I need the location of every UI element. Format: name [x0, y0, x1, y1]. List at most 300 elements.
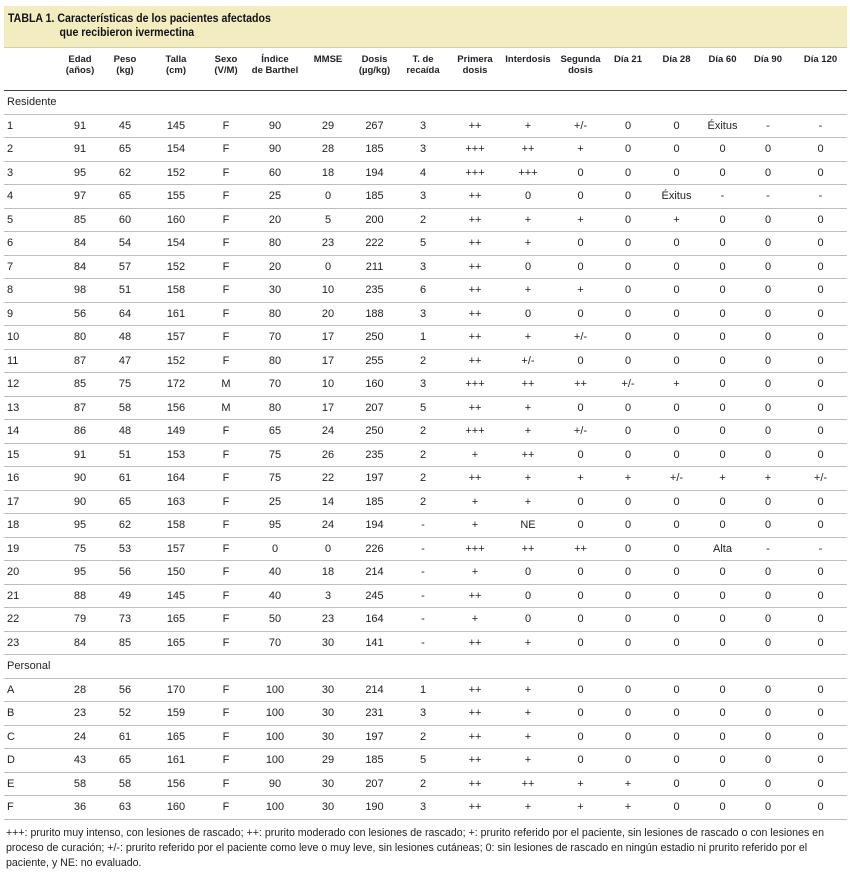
table-cell: 267	[352, 114, 397, 138]
table-cell: F	[206, 349, 246, 373]
table-cell: 0	[650, 514, 703, 538]
table-cell: 0	[794, 561, 847, 585]
column-header-line-1: Primera	[457, 54, 493, 65]
table-row	[4, 631, 847, 655]
table-cell: 49	[104, 584, 146, 608]
table-cell: 157	[146, 537, 206, 561]
table-cell: 0	[742, 349, 794, 373]
table-cell: 0	[650, 537, 703, 561]
table-cell: 0	[794, 396, 847, 420]
table-cell: 65	[246, 420, 304, 444]
table-cell: 75	[246, 467, 304, 491]
table-cell: 156	[146, 396, 206, 420]
table-cell: 0	[606, 326, 650, 350]
table-cell: 0	[794, 138, 847, 162]
table-cell: 54	[104, 232, 146, 256]
table-cell: 87	[56, 349, 104, 373]
table-cell: 0	[650, 772, 703, 796]
table-cell: 158	[146, 279, 206, 303]
table-cell: 0	[606, 302, 650, 326]
table-row	[4, 467, 847, 491]
table-cell: 0	[794, 490, 847, 514]
table-cell: 51	[104, 443, 146, 467]
table-cell: +	[501, 420, 555, 444]
table-cell: M	[206, 373, 246, 397]
table-row	[4, 138, 847, 162]
table-cell: 29	[304, 749, 352, 773]
table-cell: +	[501, 749, 555, 773]
table-cell: ++	[449, 467, 501, 491]
table-cell: ++	[449, 725, 501, 749]
table-cell: 0	[650, 796, 703, 820]
table-cell: F	[206, 537, 246, 561]
table-cell: +	[501, 467, 555, 491]
table-cell: 153	[146, 443, 206, 467]
table-cell: 0	[794, 443, 847, 467]
table-cell: ++	[555, 373, 606, 397]
table-cell: 145	[146, 584, 206, 608]
table-cell: 0	[606, 255, 650, 279]
table-cell: 24	[56, 725, 104, 749]
table-cell: 3	[397, 302, 449, 326]
table-cell: 56	[56, 302, 104, 326]
table-cell: 0	[742, 584, 794, 608]
table-cell: ++	[501, 537, 555, 561]
table-cell: ++	[449, 114, 501, 138]
table-cell: F	[206, 702, 246, 726]
table-cell: +	[606, 467, 650, 491]
patient-id-cell: 16	[4, 467, 56, 491]
table-cell: ++	[449, 678, 501, 702]
table-row	[4, 326, 847, 350]
table-cell: +	[449, 561, 501, 585]
table-cell: 58	[104, 772, 146, 796]
table-cell: 0	[650, 443, 703, 467]
table-cell: 164	[352, 608, 397, 632]
table-cell: 0	[703, 255, 742, 279]
table-cell: 30	[246, 279, 304, 303]
table-cell: +++	[449, 138, 501, 162]
table-cell: 161	[146, 302, 206, 326]
table-cell: ++	[449, 796, 501, 820]
table-cell: +/-	[555, 420, 606, 444]
column-header-line-1: Día 21	[614, 54, 642, 65]
table-cell: 87	[56, 396, 104, 420]
table-cell: 0	[703, 725, 742, 749]
table-cell: 100	[246, 725, 304, 749]
column-header	[104, 48, 146, 91]
table-cell: 250	[352, 326, 397, 350]
table-cell: +	[606, 772, 650, 796]
table-cell: 207	[352, 396, 397, 420]
table-cell: 85	[104, 631, 146, 655]
column-header-line-1: Edad	[68, 54, 92, 65]
table-cell: 0	[650, 279, 703, 303]
table-cell: ++	[449, 631, 501, 655]
table-cell: 65	[104, 749, 146, 773]
table-cell: 0	[555, 561, 606, 585]
table-cell: +	[449, 514, 501, 538]
table-cell: 0	[606, 396, 650, 420]
table-cell: 25	[246, 490, 304, 514]
table-cell: 0	[703, 490, 742, 514]
table-cell: 235	[352, 279, 397, 303]
table-cell: -	[397, 631, 449, 655]
table-cell: 95	[56, 161, 104, 185]
table-cell: 0	[742, 396, 794, 420]
table-cell: F	[206, 584, 246, 608]
table-cell: 197	[352, 725, 397, 749]
table-cell: 0	[606, 561, 650, 585]
column-header-line-1: Día 28	[662, 54, 691, 65]
table-cell: +/-	[794, 467, 847, 491]
table-row	[4, 208, 847, 232]
table-cell: 0	[742, 678, 794, 702]
table-cell: +	[555, 772, 606, 796]
table-cell: 17	[304, 326, 352, 350]
column-header	[742, 48, 794, 91]
table-cell: +	[501, 796, 555, 820]
table-cell: 190	[352, 796, 397, 820]
table-cell: 17	[304, 396, 352, 420]
table-cell: 0	[742, 796, 794, 820]
patient-id-cell: A	[4, 678, 56, 702]
patient-id-cell: 10	[4, 326, 56, 350]
table-cell: ++	[449, 279, 501, 303]
table-row	[4, 255, 847, 279]
patient-id-cell: 13	[4, 396, 56, 420]
table-cell: 0	[555, 514, 606, 538]
table-row	[4, 702, 847, 726]
table-cell: 0	[794, 725, 847, 749]
table-cell: 73	[104, 608, 146, 632]
table-cell: 75	[104, 373, 146, 397]
table-cell: 80	[246, 349, 304, 373]
column-header	[206, 48, 246, 91]
table-cell: 0	[606, 749, 650, 773]
table-cell: 0	[794, 772, 847, 796]
table-cell: 90	[246, 772, 304, 796]
table-cell: 0	[555, 749, 606, 773]
table-cell: ++	[449, 326, 501, 350]
patient-id-cell: 23	[4, 631, 56, 655]
table-cell: 0	[501, 302, 555, 326]
table-cell: 90	[56, 467, 104, 491]
table-cell: 163	[146, 490, 206, 514]
table-cell: +	[555, 467, 606, 491]
table-cell: 0	[742, 373, 794, 397]
table-cell: 0	[606, 185, 650, 209]
table-cell: 0	[794, 326, 847, 350]
table-cell: 197	[352, 467, 397, 491]
patient-id-cell: 19	[4, 537, 56, 561]
table-cell: 0	[742, 255, 794, 279]
column-header	[56, 48, 104, 91]
table-cell: 80	[246, 302, 304, 326]
table-cell: 0	[794, 420, 847, 444]
table-cell: 100	[246, 678, 304, 702]
table-cell: 80	[56, 326, 104, 350]
table-cell: 85	[56, 373, 104, 397]
table-cell: 30	[304, 725, 352, 749]
table-header-row	[4, 48, 847, 91]
table-cell: 0	[606, 584, 650, 608]
table-cell: 14	[304, 490, 352, 514]
table-cell: 65	[104, 138, 146, 162]
table-cell: 70	[246, 373, 304, 397]
table-cell: 0	[742, 631, 794, 655]
table-cell: 65	[104, 185, 146, 209]
table-cell: F	[206, 749, 246, 773]
table-cell: 30	[304, 678, 352, 702]
table-cell: 231	[352, 702, 397, 726]
table-cell: 30	[304, 702, 352, 726]
table-cell: 23	[304, 608, 352, 632]
patient-id-cell: F	[4, 796, 56, 820]
table-cell: 0	[650, 678, 703, 702]
table-cell: Alta	[703, 537, 742, 561]
table-cell: 2	[397, 772, 449, 796]
table-cell: 3	[397, 114, 449, 138]
table-cell: 0	[650, 702, 703, 726]
table-cell: 0	[606, 514, 650, 538]
table-cell: +++	[449, 420, 501, 444]
table-cell: 2	[397, 420, 449, 444]
patient-id-cell: D	[4, 749, 56, 773]
table-cell: 0	[703, 349, 742, 373]
table-cell: 152	[146, 255, 206, 279]
table-row	[4, 749, 847, 773]
table-cell: +	[555, 208, 606, 232]
table-cell: -	[742, 185, 794, 209]
column-header-line-1: Dosis	[361, 54, 388, 65]
table-cell: F	[206, 514, 246, 538]
table-cell: 17	[304, 349, 352, 373]
table-cell: 23	[56, 702, 104, 726]
table-cell: 75	[56, 537, 104, 561]
table-cell: +++	[501, 161, 555, 185]
table-cell: 84	[56, 232, 104, 256]
table-cell: 152	[146, 161, 206, 185]
table-row	[4, 279, 847, 303]
table-cell: 60	[246, 161, 304, 185]
table-row	[4, 725, 847, 749]
patient-id-cell: 12	[4, 373, 56, 397]
table-row	[4, 537, 847, 561]
column-header-line-1: Talla	[165, 54, 187, 65]
table-cell: 98	[56, 279, 104, 303]
table-cell: 63	[104, 796, 146, 820]
table-cell: 80	[246, 396, 304, 420]
table-cell: ++	[449, 302, 501, 326]
table-cell: 159	[146, 702, 206, 726]
table-cell: 222	[352, 232, 397, 256]
table-cell: 25	[246, 185, 304, 209]
table-cell: 214	[352, 561, 397, 585]
table-cell: 0	[606, 537, 650, 561]
table-cell: 185	[352, 138, 397, 162]
table-cell: 56	[104, 561, 146, 585]
table-cell: 161	[146, 749, 206, 773]
table-cell: 0	[501, 584, 555, 608]
table-cell: +	[501, 279, 555, 303]
table-cell: F	[206, 561, 246, 585]
table-cell: +	[501, 114, 555, 138]
table-cell: 20	[304, 302, 352, 326]
table-cell: 40	[246, 584, 304, 608]
column-header-line-2: dosis	[462, 65, 488, 76]
table-cell: 149	[146, 420, 206, 444]
table-cell: 0	[555, 349, 606, 373]
table-cell: 0	[246, 537, 304, 561]
table-cell: 62	[104, 514, 146, 538]
table-cell: 1	[397, 326, 449, 350]
table-cell: 0	[703, 161, 742, 185]
table-cell: 24	[304, 514, 352, 538]
table-cell: ++	[449, 396, 501, 420]
table-cell: ++	[449, 349, 501, 373]
column-header	[794, 48, 847, 91]
table-cell: 0	[794, 608, 847, 632]
table-cell: 0	[742, 561, 794, 585]
table-cell: 0	[742, 772, 794, 796]
table-cell: 0	[742, 725, 794, 749]
table-cell: 154	[146, 138, 206, 162]
column-header-line-1: Interdosis	[505, 54, 551, 65]
table-cell: 100	[246, 796, 304, 820]
table-cell: 160	[146, 208, 206, 232]
table-cell: 5	[397, 749, 449, 773]
table-cell: F	[206, 302, 246, 326]
table-cell: 207	[352, 772, 397, 796]
table-cell: 10	[304, 279, 352, 303]
table-cell: 0	[555, 396, 606, 420]
column-header-line-2: (kg)	[116, 65, 134, 76]
table-cell: 0	[555, 255, 606, 279]
table-cell: 0	[606, 349, 650, 373]
table-cell: +	[449, 490, 501, 514]
table-cell: 165	[146, 608, 206, 632]
table-cell: 0	[650, 161, 703, 185]
table-cell: 0	[555, 161, 606, 185]
column-header	[606, 48, 650, 91]
table-cell: 0	[555, 490, 606, 514]
table-cell: 0	[703, 279, 742, 303]
table-cell: 0	[555, 725, 606, 749]
table-cell: -	[397, 584, 449, 608]
table-cell: 194	[352, 161, 397, 185]
column-header-line-1: Día 120	[803, 54, 838, 65]
table-cell: 20	[246, 255, 304, 279]
table-cell: 2	[397, 725, 449, 749]
table-cell: F	[206, 420, 246, 444]
table-row	[4, 302, 847, 326]
column-header	[703, 48, 742, 91]
table-cell: F	[206, 114, 246, 138]
table-cell: 0	[703, 396, 742, 420]
column-header-line-1: T. de	[412, 54, 434, 65]
table-cell: 0	[555, 443, 606, 467]
table-cell: F	[206, 772, 246, 796]
table-cell: 95	[56, 514, 104, 538]
table-cell: 18	[304, 561, 352, 585]
table-cell: 0	[794, 373, 847, 397]
table-cell: +	[501, 702, 555, 726]
column-header-line-2: (µg/kg)	[358, 65, 391, 76]
table-cell: ++	[555, 537, 606, 561]
column-header-line-1: Día 90	[754, 54, 782, 65]
table-cell: 0	[794, 255, 847, 279]
table-cell: 0	[703, 749, 742, 773]
table-cell: 75	[246, 443, 304, 467]
table-cell: 0	[555, 232, 606, 256]
table-cell: 61	[104, 725, 146, 749]
table-cell: 157	[146, 326, 206, 350]
table-title-line-1: TABLA 1. Características de los pacientes afectados	[8, 13, 271, 25]
table-cell: 84	[56, 255, 104, 279]
table-row	[4, 161, 847, 185]
table-cell: 0	[606, 608, 650, 632]
table-cell: 65	[104, 490, 146, 514]
table-cell: 0	[650, 349, 703, 373]
section-row	[4, 655, 847, 679]
table-cell: -	[397, 514, 449, 538]
column-header-line-1: Peso	[113, 54, 137, 65]
table-row	[4, 443, 847, 467]
patient-id-cell: 15	[4, 443, 56, 467]
table-cell: -	[742, 114, 794, 138]
table-cell: 0	[555, 608, 606, 632]
table-cell: 0	[703, 373, 742, 397]
patient-id-cell: 8	[4, 279, 56, 303]
column-header	[352, 48, 397, 91]
table-cell: 88	[56, 584, 104, 608]
table-title-band	[4, 6, 847, 48]
table-cell: 0	[606, 232, 650, 256]
table-cell: 0	[304, 537, 352, 561]
table-cell: 0	[742, 490, 794, 514]
table-cell: 0	[650, 631, 703, 655]
table-cell: -	[742, 537, 794, 561]
table-cell: 0	[703, 608, 742, 632]
table-cell: +/-	[650, 467, 703, 491]
table-cell: ++	[449, 185, 501, 209]
table-cell: 30	[304, 772, 352, 796]
table-cell: 51	[104, 279, 146, 303]
table-cell: 0	[606, 114, 650, 138]
table-cell: 0	[794, 302, 847, 326]
table-cell: 2	[397, 490, 449, 514]
table-cell: +	[555, 138, 606, 162]
table-cell: +	[501, 208, 555, 232]
table-row	[4, 796, 847, 820]
table-cell: 3	[397, 702, 449, 726]
patient-id-cell: 5	[4, 208, 56, 232]
table-cell: +/-	[501, 349, 555, 373]
table-cell: 24	[304, 420, 352, 444]
table-cell: -	[794, 114, 847, 138]
table-cell: 0	[703, 420, 742, 444]
table-cell: -	[397, 561, 449, 585]
table-cell: F	[206, 208, 246, 232]
table-cell: 0	[742, 608, 794, 632]
column-header-line-1: Segunda	[560, 54, 601, 65]
table-cell: 194	[352, 514, 397, 538]
table-cell: 150	[146, 561, 206, 585]
table-cell: 36	[56, 796, 104, 820]
table-cell: +	[742, 467, 794, 491]
table-cell: 91	[56, 114, 104, 138]
